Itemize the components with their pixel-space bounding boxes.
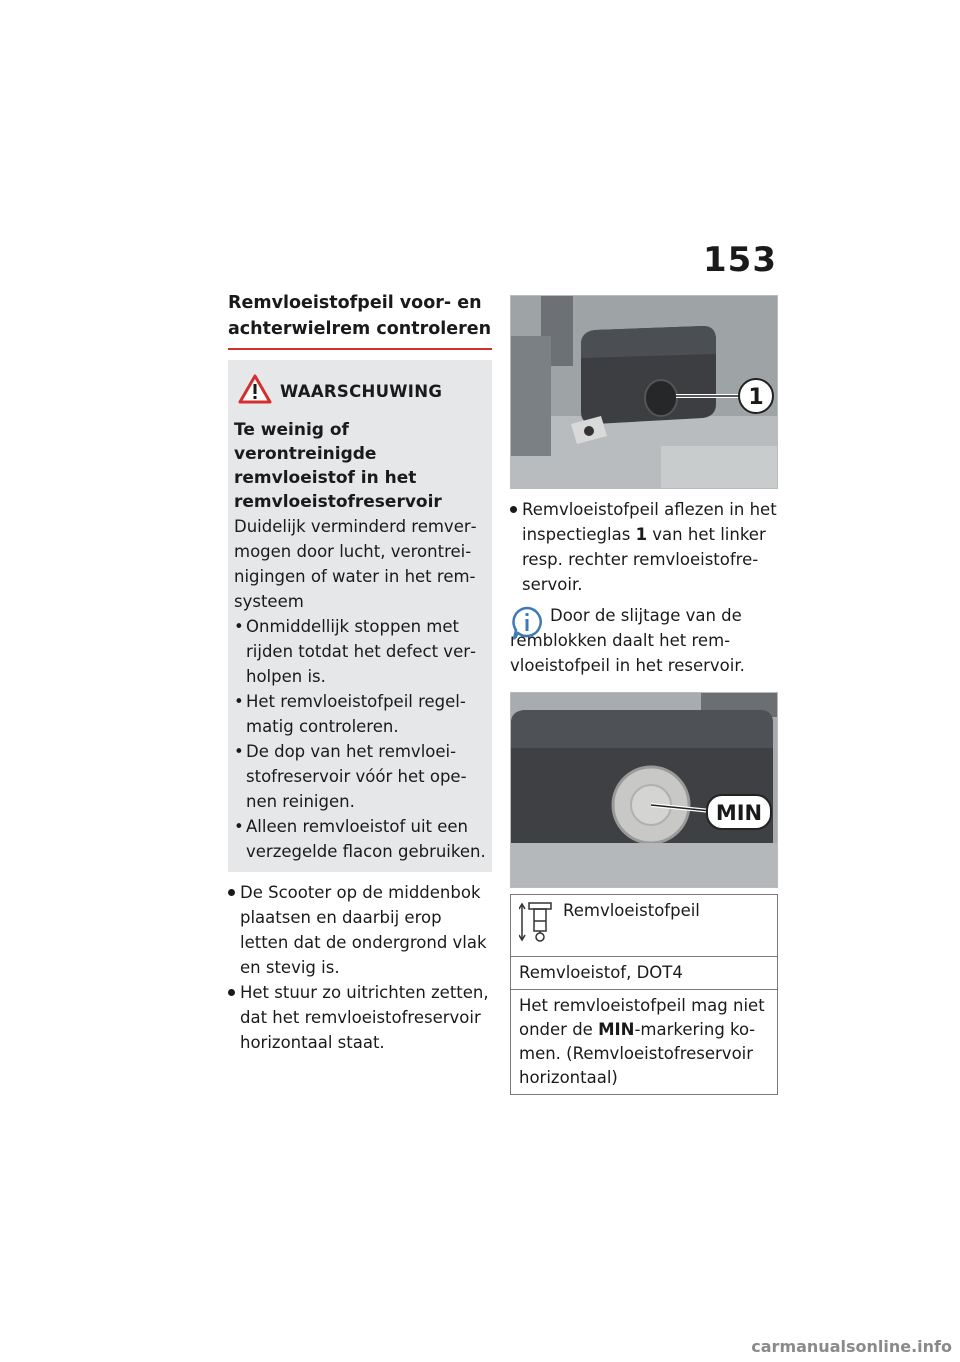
step-item: De Scooter op de middenbok plaatsen en daarbij erop letten dat de ondergrond vlak en stevig is. bbox=[228, 880, 492, 980]
warning-label: WAARSCHUWING bbox=[280, 381, 443, 401]
photo-min-label: MIN bbox=[715, 801, 763, 825]
warning-list bbox=[234, 614, 486, 864]
left-column bbox=[228, 290, 492, 1055]
step-item: Het stuur zo uitrichten zetten, dat het remvloeistofreservoir horizontaal staat. bbox=[228, 980, 492, 1055]
warning-triangle-icon bbox=[238, 374, 272, 408]
steps-list-left bbox=[228, 880, 492, 1055]
spec-table bbox=[510, 894, 778, 1095]
photo-callout-1: 1 bbox=[748, 385, 764, 410]
warning-item: • Het remvloeistofpeil regelmatig controleren. bbox=[234, 689, 486, 739]
warning-item: • Onmiddellijk stoppen met rijden totdat het defect verholpen is. bbox=[234, 614, 486, 689]
warning-title: Te weinig of verontreinigde remvloeistof in het remvloeistofreservoir bbox=[234, 420, 442, 512]
spec-table-header: Remvloeistofpeil bbox=[563, 901, 700, 920]
info-text: Door de slijtage van de remblokken daalt het remvloeistofpeil in het reservoir. bbox=[510, 606, 745, 675]
info-icon bbox=[510, 605, 544, 648]
warning-item: • De dop van het remvloeistofreservoir vóór het openen reinigen. bbox=[234, 739, 486, 814]
spec-table-header-cell bbox=[511, 895, 778, 957]
reservoir-min-photo bbox=[510, 692, 778, 888]
warning-body: Duidelijk verminderd remvermogen door lucht, verontreinigingen of water in het remsysteem bbox=[234, 517, 477, 611]
dipstick-level-icon bbox=[519, 899, 555, 952]
reservoir-photo bbox=[510, 295, 778, 489]
footer-watermark-link[interactable]: carmanualsonline.info bbox=[751, 1337, 952, 1356]
steps-list-right bbox=[510, 497, 780, 597]
warning-box bbox=[228, 360, 492, 872]
step-item-read-level: Remvloeistofpeil aflezen in het inspectieglas 1 van het linker resp. rechter remvloeistofreservoir. bbox=[510, 497, 780, 597]
page-number: 153 bbox=[703, 240, 777, 280]
warning-header bbox=[238, 374, 486, 408]
spec-table-fluid: Remvloeistof, DOT4 bbox=[511, 957, 778, 990]
warning-item: • Alleen remvloeistof uit een verzegelde flacon gebruiken. bbox=[234, 814, 486, 864]
section-title: Remvloeistofpeil voor- en achterwielrem controleren bbox=[228, 290, 492, 350]
right-column bbox=[510, 295, 780, 1095]
info-note bbox=[510, 603, 780, 678]
spec-table-requirement: Het remvloeistofpeil mag niet onder de MIN-markering komen. (Remvloeistofreservoir horizontaal) bbox=[511, 990, 778, 1095]
